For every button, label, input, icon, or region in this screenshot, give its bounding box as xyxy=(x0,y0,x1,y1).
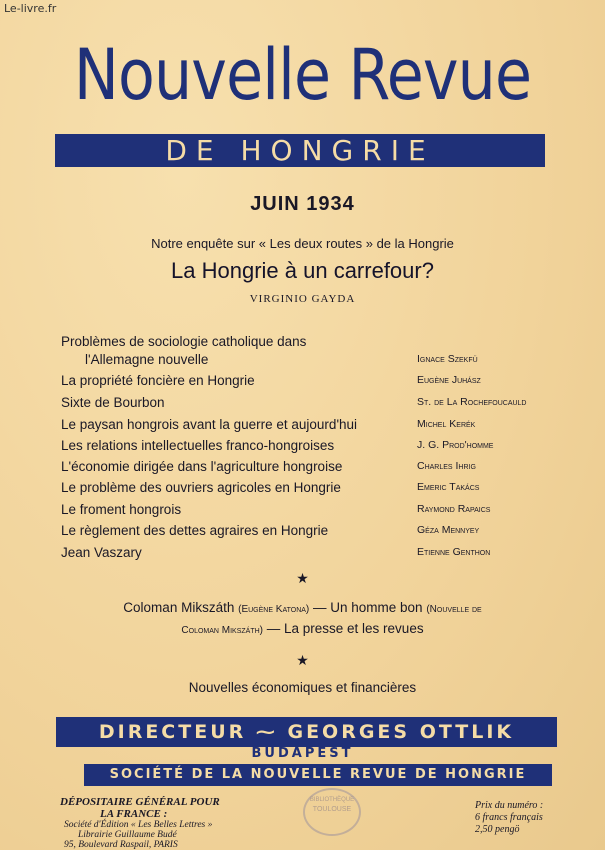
toc-title: Jean Vaszary xyxy=(61,545,142,560)
price-line: 2,50 pengö xyxy=(475,824,520,835)
director-band: DIRECTEUR ⁓ GEORGES OTTLIK xyxy=(56,717,557,747)
depositaire-heading: DÉPOSITAIRE GÉNÉRAL POUR xyxy=(60,796,220,808)
watermark: Le-livre.fr xyxy=(4,2,57,15)
stamp-text: BIBLIOTHÈQUE xyxy=(309,797,355,803)
issue-date: JUIN 1934 xyxy=(250,193,355,215)
toc-author: Eugène Juhász xyxy=(417,374,481,386)
star-ornament: ★ xyxy=(296,652,309,668)
price-line: 6 francs français xyxy=(475,812,543,823)
price-block xyxy=(475,800,543,836)
toc-title: Les relations intellectuelles franco-hongroises xyxy=(61,438,335,453)
enquete-line: Notre enquête sur « Les deux routes » de la Hongrie xyxy=(151,236,454,251)
toc-author: Raymond Rapaics xyxy=(417,503,491,515)
toc-title: La propriété foncière en Hongrie xyxy=(61,373,255,388)
city: BUDAPEST xyxy=(251,746,354,761)
stamp-text: TOULOUSE xyxy=(312,806,352,813)
feature-title: La Hongrie à un carrefour? xyxy=(171,258,434,283)
toc-author: Etienne Genthon xyxy=(417,546,491,558)
misc-text: Coloman Mikszáth xyxy=(123,600,235,615)
toc-title: Sixte de Bourbon xyxy=(61,395,165,410)
toc-title: Le problème des ouvriers agricoles en Hongrie xyxy=(61,480,341,495)
misc-text: (Eugène Katona) xyxy=(238,604,310,615)
depositaire-line: Société d'Édition « Les Belles Lettres » xyxy=(64,820,213,830)
depositaire-heading: LA FRANCE : xyxy=(100,808,168,820)
toc-title: l'Allemagne nouvelle xyxy=(85,352,209,367)
price-line: Prix du numéro : xyxy=(475,800,544,811)
toc-title: Problèmes de sociologie catholique dans xyxy=(61,334,307,349)
toc-author: Charles Ihrig xyxy=(417,460,476,472)
feature-author: VIRGINIO GAYDA xyxy=(249,293,356,305)
library-stamp xyxy=(303,788,361,836)
economic-news: Nouvelles économiques et financières xyxy=(188,680,417,695)
toc-author: Ignace Szekfü xyxy=(417,353,478,365)
misc-line-1 xyxy=(0,600,605,615)
toc-author: Emeric Takács xyxy=(417,481,480,493)
society-band: SOCIÉTÉ DE LA NOUVELLE REVUE DE HONGRIE xyxy=(84,764,552,786)
misc-text: — La presse et les revues xyxy=(266,621,424,636)
depositaire-line: 95, Boulevard Raspail, PARIS xyxy=(64,840,178,850)
depositaire-block xyxy=(60,796,220,850)
misc-text: — Un homme bon xyxy=(313,600,423,615)
depositaire-line: Librairie Guillaume Budé xyxy=(78,830,177,840)
toc-author: St. de La Rochefoucauld xyxy=(417,396,527,408)
toc-title: Le règlement des dettes agraires en Hongrie xyxy=(61,523,329,538)
misc-line-2 xyxy=(0,621,605,636)
star-ornament: ★ xyxy=(296,570,309,586)
misc-text: (Nouvelle de xyxy=(426,604,482,615)
magazine-subtitle: DE HONGRIE xyxy=(55,134,545,167)
toc-author: Michel Kerék xyxy=(417,418,476,430)
toc-author: J. G. Prod'homme xyxy=(417,439,494,451)
misc-text: Coloman Mikszáth) xyxy=(181,625,263,636)
toc-title: Le paysan hongrois avant la guerre et aujourd'hui xyxy=(61,417,358,432)
toc-title: Le froment hongrois xyxy=(61,502,182,517)
magazine-title: Nouvelle Revue xyxy=(73,34,532,116)
toc-title: L'économie dirigée dans l'agriculture hongroise xyxy=(61,459,343,474)
toc-author: Géza Mennyey xyxy=(417,524,480,536)
